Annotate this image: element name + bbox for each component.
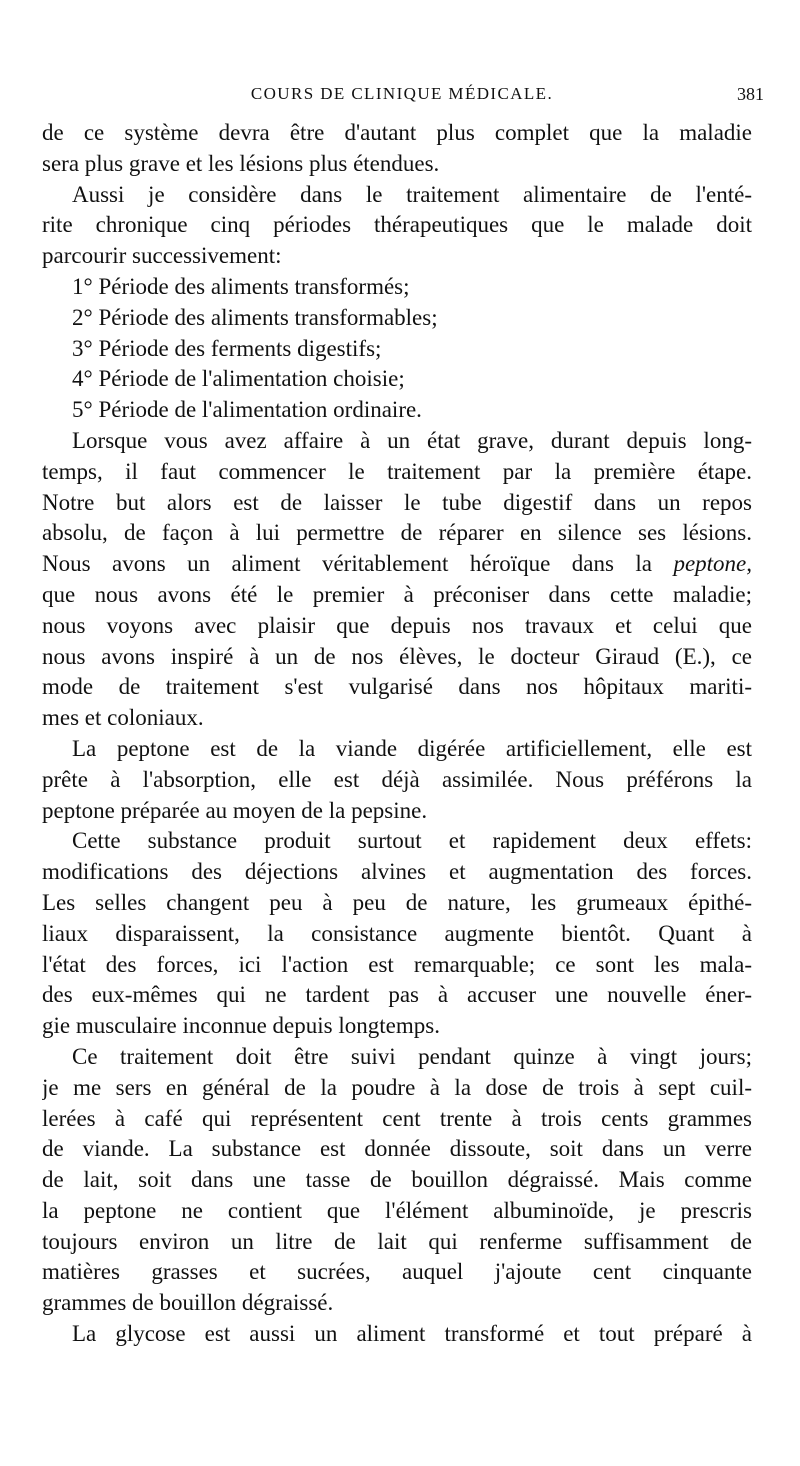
text-line: temps, il faut commencer le traitement par la première étape. xyxy=(42,458,752,484)
text-line: prête à l'absorption, elle est déjà assimilée. Nous préférons la xyxy=(42,766,752,792)
page-number: 381 xyxy=(737,84,764,104)
list-item: 5° Période de l'alimentation ordinaire. xyxy=(72,397,422,423)
text-line: La glycose est aussi un aliment transformé et tout préparé à xyxy=(72,1321,752,1347)
list-item: 1° Période des aliments transformés; xyxy=(72,273,410,299)
text-line: parcourir successivement: xyxy=(42,243,282,269)
list-item: 4° Période de l'alimentation choisie; xyxy=(72,366,405,392)
text-line: grammes de bouillon dégraissé. xyxy=(42,1290,334,1316)
text-line: mes et coloniaux. xyxy=(42,705,204,731)
text-line: je me sers en général de la poudre à la dose de trois à sept cuil- xyxy=(42,1074,752,1100)
text-line: modifications des déjections alvines et augmentation des forces. xyxy=(42,859,752,885)
text-line: sera plus grave et les lésions plus étendues. xyxy=(42,150,440,176)
running-title: COURS DE CLINIQUE MÉDICALE. xyxy=(250,84,554,103)
text-line: matières grasses et sucrées, auquel j'ajoute cent cinquante xyxy=(42,1259,752,1285)
text-segment: Nous avons un aliment véritablement héroïque dans la xyxy=(42,551,652,577)
text-line-with-italic xyxy=(42,549,752,580)
text-line: mode de traitement s'est vulgarisé dans nos hôpitaux mariti- xyxy=(42,674,752,700)
text-line: lerées à café qui représentent cent trente à trois cents grammes xyxy=(42,1105,752,1131)
body-text xyxy=(42,118,752,1350)
text-line: Cette substance produit surtout et rapidement deux effets: xyxy=(72,828,752,854)
text-line: peptone préparée au moyen de la pepsine. xyxy=(42,797,428,823)
text-line: de lait, soit dans une tasse de bouillon dégraissé. Mais comme xyxy=(42,1167,752,1193)
text-line: Lorsque vous avez affaire à un état grave, durant depuis long- xyxy=(72,427,752,453)
text-line: de ce système devra être d'autant plus complet que la maladie xyxy=(42,120,752,145)
text-line: des eux-mêmes qui ne tardent pas à accuser une nouvelle éner- xyxy=(42,982,752,1008)
text-line: la peptone ne contient que l'élément albuminoïde, je prescris xyxy=(42,1197,752,1223)
text-line: nous voyons avec plaisir que depuis nos travaux et celui que xyxy=(42,612,752,638)
text-line: Notre but alors est de laisser le tube digestif dans un repos xyxy=(42,489,752,515)
page-header xyxy=(40,84,764,114)
text-line: rite chronique cinq périodes thérapeutiques que le malade doit xyxy=(42,212,752,238)
italic-term: peptone, xyxy=(673,551,752,577)
text-line: Ce traitement doit être suivi pendant quinze à vingt jours; xyxy=(72,1043,752,1069)
list-item: 2° Période des aliments transformables; xyxy=(72,304,438,330)
text-line: toujours environ un litre de lait qui renferme suffisamment de xyxy=(42,1228,752,1254)
list-item: 3° Période des ferments digestifs; xyxy=(72,335,382,361)
text-line: gie musculaire inconnue depuis longtemps. xyxy=(42,1013,440,1039)
text-line: que nous avons été le premier à préconiser dans cette maladie; xyxy=(42,581,752,607)
text-line: de viande. La substance est donnée dissoute, soit dans un verre xyxy=(42,1136,752,1162)
text-line: liaux disparaissent, la consistance augmente bientôt. Quant à xyxy=(42,920,752,946)
text-line: absolu, de façon à lui permettre de réparer en silence ses lésions. xyxy=(42,520,752,546)
text-line: Aussi je considère dans le traitement alimentaire de l'enté- xyxy=(72,181,752,207)
text-line: Les selles changent peu à peu de nature, les grumeaux épithé- xyxy=(42,889,752,915)
text-line: La peptone est de la viande digérée artificiellement, elle est xyxy=(72,735,752,761)
text-line: l'état des forces, ici l'action est remarquable; ce sont les mala- xyxy=(42,951,752,977)
text-line: nous avons inspiré à un de nos élèves, le docteur Giraud (E.), ce xyxy=(42,643,752,669)
